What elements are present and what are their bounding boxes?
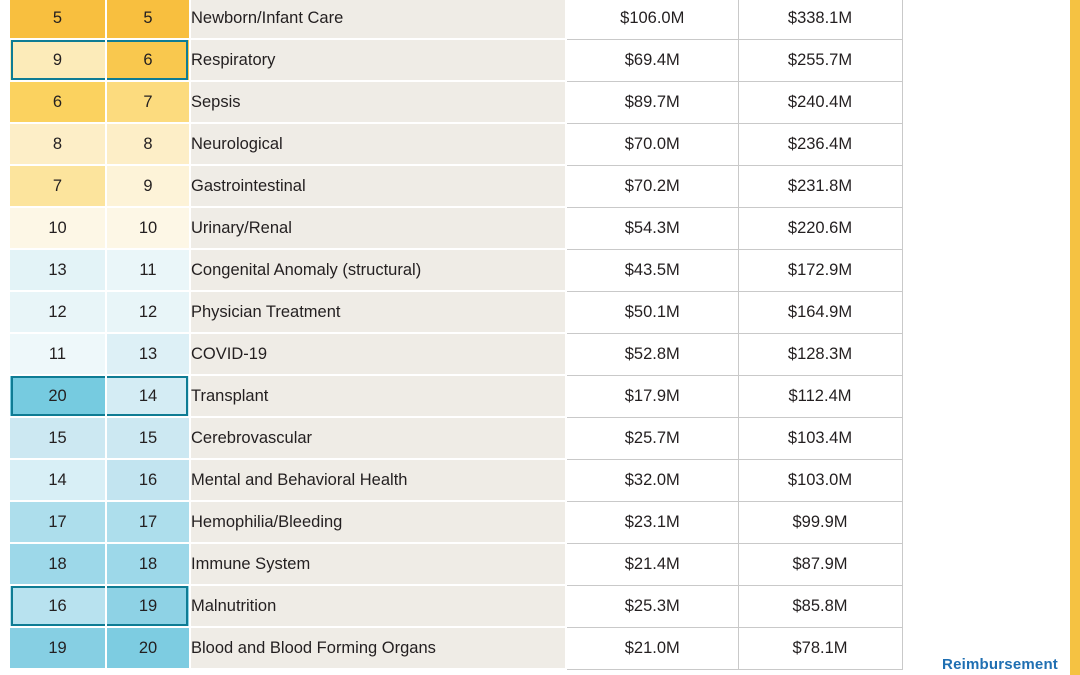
category-cell: Neurological (190, 123, 566, 165)
table-row (10, 501, 902, 543)
rank-current-cell: 5 (106, 0, 190, 39)
rank-current-cell: 8 (106, 123, 190, 165)
rank-previous-cell: 18 (10, 543, 106, 585)
category-cell: Immune System (190, 543, 566, 585)
rank-previous-cell: 8 (10, 123, 106, 165)
rank-current-cell: 13 (106, 333, 190, 375)
rank-current-cell: 7 (106, 81, 190, 123)
category-cell: Newborn/Infant Care (190, 0, 566, 39)
rank-previous-cell: 11 (10, 333, 106, 375)
value-secondary-cell: $231.8M (738, 165, 902, 207)
rank-current-cell: 14 (106, 375, 190, 417)
rank-previous-cell: 19 (10, 627, 106, 669)
rank-previous-cell: 7 (10, 165, 106, 207)
accent-bar (1070, 0, 1080, 675)
rank-previous-cell: 14 (10, 459, 106, 501)
category-cell: Malnutrition (190, 585, 566, 627)
rank-previous-cell: 17 (10, 501, 106, 543)
table-row (10, 0, 902, 39)
rank-current-cell: 16 (106, 459, 190, 501)
table-row (10, 39, 902, 81)
value-secondary-cell: $103.4M (738, 417, 902, 459)
value-secondary-cell: $85.8M (738, 585, 902, 627)
table-row (10, 123, 902, 165)
value-secondary-cell: $112.4M (738, 375, 902, 417)
rank-current-cell: 6 (106, 39, 190, 81)
table-row (10, 291, 902, 333)
rank-current-cell: 10 (106, 207, 190, 249)
rank-current-cell: 12 (106, 291, 190, 333)
category-cell: Physician Treatment (190, 291, 566, 333)
value-primary-cell: $70.0M (566, 123, 738, 165)
rank-current-cell: 9 (106, 165, 190, 207)
table-row (10, 417, 902, 459)
value-primary-cell: $43.5M (566, 249, 738, 291)
table-row (10, 249, 902, 291)
value-secondary-cell: $103.0M (738, 459, 902, 501)
value-primary-cell: $25.3M (566, 585, 738, 627)
rank-previous-cell: 9 (10, 39, 106, 81)
table-row (10, 81, 902, 123)
category-cell: Congenital Anomaly (structural) (190, 249, 566, 291)
value-primary-cell: $106.0M (566, 0, 738, 39)
rank-previous-cell: 5 (10, 0, 106, 39)
ranking-table (10, 0, 903, 670)
rank-current-cell: 11 (106, 249, 190, 291)
rank-current-cell: 17 (106, 501, 190, 543)
rank-current-cell: 18 (106, 543, 190, 585)
rank-previous-cell: 16 (10, 585, 106, 627)
rank-previous-cell: 15 (10, 417, 106, 459)
category-cell: Respiratory (190, 39, 566, 81)
value-secondary-cell: $236.4M (738, 123, 902, 165)
rank-previous-cell: 13 (10, 249, 106, 291)
ranking-table-body (10, 0, 902, 669)
value-secondary-cell: $240.4M (738, 81, 902, 123)
category-cell: COVID-19 (190, 333, 566, 375)
value-secondary-cell: $164.9M (738, 291, 902, 333)
value-secondary-cell: $338.1M (738, 0, 902, 39)
value-primary-cell: $52.8M (566, 333, 738, 375)
value-secondary-cell: $87.9M (738, 543, 902, 585)
table-row (10, 543, 902, 585)
value-primary-cell: $32.0M (566, 459, 738, 501)
value-secondary-cell: $99.9M (738, 501, 902, 543)
category-cell: Sepsis (190, 81, 566, 123)
table-row (10, 585, 902, 627)
rank-current-cell: 20 (106, 627, 190, 669)
category-cell: Gastrointestinal (190, 165, 566, 207)
footer-label: Reimbursement (942, 656, 1058, 673)
rank-current-cell: 19 (106, 585, 190, 627)
value-primary-cell: $70.2M (566, 165, 738, 207)
table-row (10, 459, 902, 501)
table-row (10, 207, 902, 249)
value-secondary-cell: $220.6M (738, 207, 902, 249)
value-primary-cell: $23.1M (566, 501, 738, 543)
category-cell: Transplant (190, 375, 566, 417)
category-cell: Blood and Blood Forming Organs (190, 627, 566, 669)
table-row (10, 627, 902, 669)
value-primary-cell: $54.3M (566, 207, 738, 249)
rank-previous-cell: 20 (10, 375, 106, 417)
value-primary-cell: $17.9M (566, 375, 738, 417)
value-primary-cell: $89.7M (566, 81, 738, 123)
table-row (10, 165, 902, 207)
value-primary-cell: $25.7M (566, 417, 738, 459)
ranking-table-container (10, 0, 902, 670)
rank-current-cell: 15 (106, 417, 190, 459)
table-row (10, 375, 902, 417)
rank-previous-cell: 12 (10, 291, 106, 333)
category-cell: Cerebrovascular (190, 417, 566, 459)
category-cell: Mental and Behavioral Health (190, 459, 566, 501)
category-cell: Hemophilia/Bleeding (190, 501, 566, 543)
value-secondary-cell: $172.9M (738, 249, 902, 291)
value-primary-cell: $21.0M (566, 627, 738, 669)
value-secondary-cell: $78.1M (738, 627, 902, 669)
value-primary-cell: $69.4M (566, 39, 738, 81)
rank-previous-cell: 10 (10, 207, 106, 249)
value-secondary-cell: $128.3M (738, 333, 902, 375)
category-cell: Urinary/Renal (190, 207, 566, 249)
table-row (10, 333, 902, 375)
rank-previous-cell: 6 (10, 81, 106, 123)
value-secondary-cell: $255.7M (738, 39, 902, 81)
value-primary-cell: $50.1M (566, 291, 738, 333)
value-primary-cell: $21.4M (566, 543, 738, 585)
